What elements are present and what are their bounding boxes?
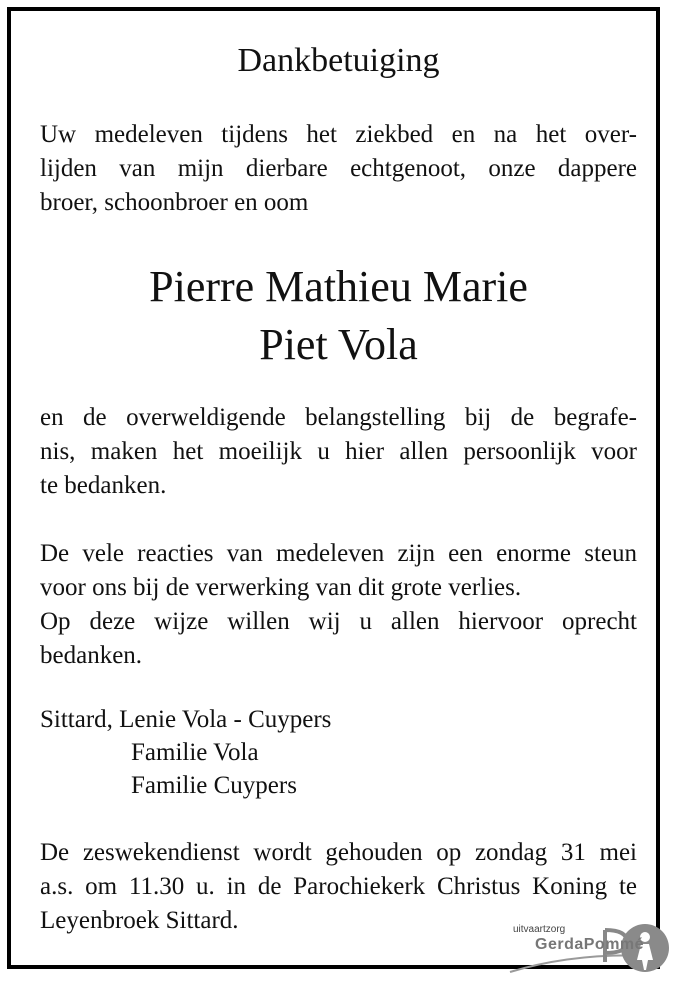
thanks-line: en de overweldigende belangstelling bij de begrafe- bbox=[40, 404, 637, 431]
logo-small-text: uitvaartzorg bbox=[513, 924, 566, 935]
thanks-paragraph bbox=[40, 401, 637, 503]
thanks-line: nis, maken het moeilijk u hier allen persoonlijk voor bbox=[40, 438, 637, 465]
reactions-line: De vele reacties van medeleven zijn een enorme steun bbox=[40, 540, 637, 567]
signature-family-cuypers: Familie Cuypers bbox=[131, 772, 297, 799]
reactions-line: Op deze wijze willen wij u allen hiervoor oprecht bbox=[40, 608, 637, 635]
notice-title: Dankbetuiging bbox=[237, 42, 440, 79]
intro-line: broer, schoonbroer en oom bbox=[40, 189, 309, 216]
reactions-line: bedanken. bbox=[40, 642, 143, 669]
reactions-paragraph bbox=[40, 537, 637, 673]
service-line: De zeswekendienst wordt gehouden op zondag 31 mei bbox=[40, 839, 637, 866]
logo-big-text: GerdaPommé bbox=[535, 936, 645, 953]
deceased-called-name: Piet Vola bbox=[259, 320, 418, 369]
thanks-line: te bedanken. bbox=[40, 472, 167, 499]
service-line: a.s. om 11.30 u. in de Parochiekerk Christus Koning te bbox=[40, 873, 637, 900]
signature-place-name: Sittard, Lenie Vola - Cuypers bbox=[40, 706, 332, 733]
intro-paragraph bbox=[40, 118, 637, 220]
funeral-home-logo bbox=[505, 920, 670, 978]
deceased-full-name: Pierre Mathieu Marie bbox=[149, 262, 528, 311]
service-line: Leyenbroek Sittard. bbox=[40, 907, 239, 934]
signature-family-vola: Familie Vola bbox=[131, 739, 259, 766]
intro-line: Uw medeleven tijdens het ziekbed en na het over- bbox=[40, 121, 637, 148]
reactions-line: voor ons bij de verwerking van dit grote verlies. bbox=[40, 574, 522, 601]
intro-line: lijden van mijn dierbare echtgenoot, onze dappere bbox=[40, 155, 637, 182]
